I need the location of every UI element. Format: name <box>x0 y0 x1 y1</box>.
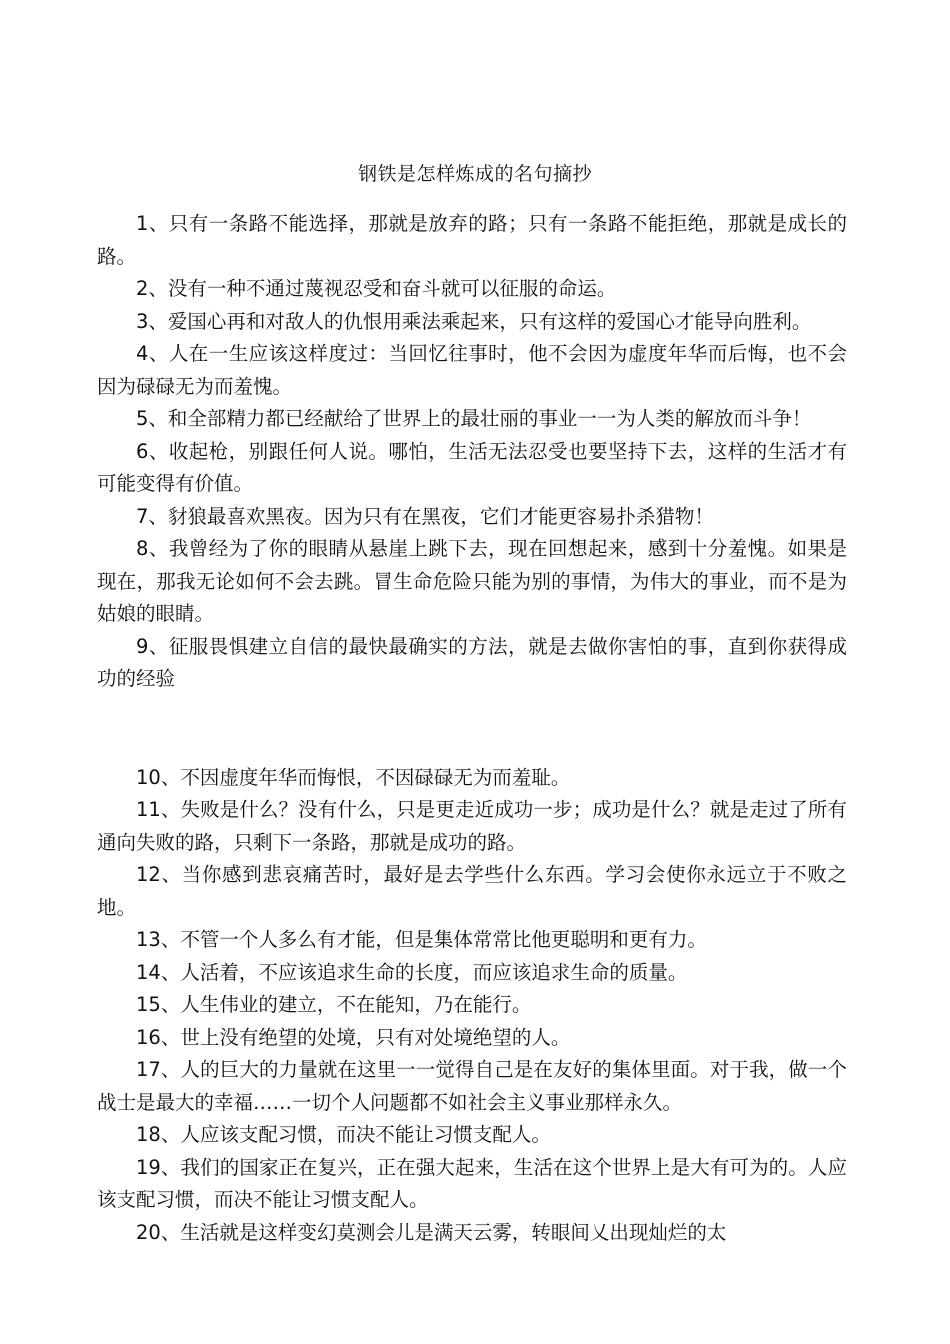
quote-15: 15、人生伟业的建立，不在能知，乃在能行。 <box>136 993 532 1016</box>
quote-14: 14、人活着，不应该追求生命的长度，而应该追求生命的质量。 <box>136 960 688 984</box>
quote-4: 4、人在一生应该这样度过：当回忆往事时，他不会因为虚度年华而后悔，也不会因为碌碌无为而羞愧。 <box>97 342 847 398</box>
quote-19: 19、我们的国家正在复兴，正在强大起来，生活在这个世界上是大有可为的。人应该支配习惯，而决不能让习惯支配人。 <box>97 1155 847 1211</box>
quote-7: 7、豺狼最喜欢黑夜。因为只有在黑夜，它们才能更容易扑杀猎物！ <box>136 504 714 528</box>
quote-12: 12、当你感到悲哀痛苦时，最好是去学些什么东西。学习会使你永远立于不败之地。 <box>97 863 847 919</box>
quote-10: 10、不因虚度年华而悔恨，不因碌碌无为而羞耻。 <box>136 765 571 789</box>
section-gap <box>97 696 847 762</box>
document-title: 钢铁是怎样炼成的名句摘抄 <box>357 163 592 185</box>
quote-9: 9、征服畏惧建立自信的最快最确实的方法，就是去做你害怕的事，直到你获得成功的经验 <box>97 634 847 690</box>
quote-13: 13、不管一个人多么有才能，但是集体常常比他更聪明和更有力。 <box>136 928 707 951</box>
quote-1: 1、只有一条路不能选择，那就是放弃的路；只有一条路不能拒绝，那就是成长的路。 <box>97 212 847 268</box>
quote-5: 5、和全部精力都已经献给了世界上的最壮丽的事业一一为人类的解放而斗争！ <box>136 407 812 430</box>
document-body <box>97 208 847 1249</box>
quote-3: 3、爱国心再和对敌人的仇恨用乘法乘起来，只有这样的爱国心才能导向胜利。 <box>136 309 812 333</box>
quote-16: 16、世上没有绝望的处境，只有对处境绝望的人。 <box>136 1025 571 1049</box>
quote-17: 17、人的巨大的力量就在这里一一觉得自己是在友好的集体里面。对于我，做一个战士是最大的幸福……一切个人问题都不如社会主义事业那样永久。 <box>97 1058 847 1114</box>
quote-20: 20、生活就是这样变幻莫测会儿是满天云雾，转眼间乂出现灿烂的太 <box>136 1220 727 1244</box>
quote-18: 18、人应该支配习惯，而决不能让习惯支配人。 <box>136 1123 551 1146</box>
quote-11: 11、失败是什么？没有什么，只是更走近成功一步；成功是什么？就是走过了所有通向失败的路，只剩下一条路，那就是成功的路。 <box>97 798 847 854</box>
quote-8: 8、我曾经为了你的眼睛从悬崖上跳下去，现在回想起来，感到十分羞愧。如果是现在，那我无论如何不会去跳。冒生命危险只能为别的事情，为伟大的事业，而不是为姑娘的眼睛。 <box>97 537 847 625</box>
quote-2: 2、没有一种不通过蔑视忍受和奋斗就可以征服的命运。 <box>136 277 617 300</box>
quote-6: 6、收起枪，别跟任何人说。哪怕，生活无法忍受也要坚持下去，这样的生活才有可能变得有价值。 <box>97 439 847 495</box>
